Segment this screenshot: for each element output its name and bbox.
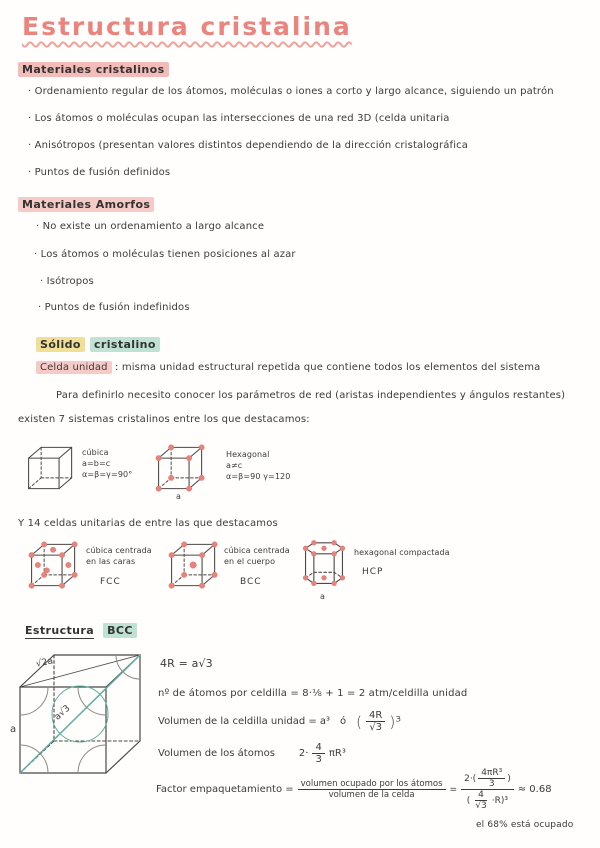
formula-4r: 4R = a√3: [160, 657, 213, 670]
formula-cell-volume: [158, 710, 401, 733]
rhs-num-prefix: 2·(: [464, 773, 477, 784]
page-title: Estructura cristalina: [22, 12, 352, 41]
cubic-angles: α=β=γ=90°: [82, 469, 133, 479]
fraction-numerator: volumen ocupado por los átomos: [298, 779, 446, 790]
packing-factor-label: Factor empaquetamiento =: [156, 784, 294, 795]
fraction-numerator: 4: [475, 790, 487, 801]
hcp-cell-diagram: [300, 538, 348, 590]
fcc-cell-diagram: [28, 540, 80, 590]
rhs-numerator: [461, 768, 514, 790]
section-header-label: Materiales Amorfos: [18, 197, 154, 212]
rhs-denominator: [464, 790, 511, 811]
packing-factor-result: ≈ 0.68: [517, 784, 552, 795]
formula-atom-count: nº de átomos por celdilla = 8·⅛ + 1 = 2 atm/celdilla unidad: [158, 688, 468, 699]
celda-unidad-term: Celda unidad: [36, 361, 112, 374]
fraction-denominator: volumen de la celda: [328, 790, 415, 800]
formula-atom-volume: [158, 742, 346, 765]
cube-edge-a-label: a: [176, 492, 182, 501]
bcc-geometry-diagram: [12, 645, 152, 790]
bcc-tag: BCC: [240, 577, 262, 587]
bcc-line2: en el cuerpo: [224, 556, 276, 566]
rhs-den-suffix: ·R)³: [491, 795, 509, 806]
rhs-num-inner-fraction: [478, 768, 505, 789]
edge-a-label: a: [10, 724, 17, 735]
cubic-cell-diagram: [25, 443, 77, 493]
fraction-numerator: 4R: [366, 710, 385, 722]
footnote-ocupado: el 68% está ocupado: [476, 820, 574, 830]
equals-sign: =: [449, 784, 458, 795]
fraction-denominator: √3: [369, 722, 383, 733]
section-header-word1: Sólido: [36, 337, 85, 352]
fcc-line2: en las caras: [86, 556, 136, 566]
bullet-posiciones-azar: · Los átomos o moléculas tienen posiciones al azar: [34, 249, 296, 260]
packing-factor-rhs-fraction: [461, 768, 514, 811]
bullet-red-3d: · Los átomos o moléculas ocupan las intersecciones de una red 3D (celda unitaria: [28, 113, 450, 124]
open-paren: (: [356, 712, 363, 731]
celda-unidad-definition: : misma unidad estructural repetida que contiene todos los elementos del sistema: [115, 362, 541, 373]
bullet-fusion-indefinidos: · Puntos de fusión indefinidos: [38, 302, 190, 313]
section-estructura-bcc-header: [25, 619, 137, 638]
section-materiales-cristalinos-header: [18, 58, 169, 77]
fcc-line1: cúbica centrada: [86, 546, 152, 555]
line-parametros-red: Para definirlo necesito conocer los parámetros de red (aristas independientes y ángulos restantes): [56, 390, 566, 401]
line-catorce-celdas: Y 14 celdas unitarias de entre las que destacamos: [18, 518, 278, 529]
section-solido-cristalino-header: [36, 333, 160, 352]
bullet-isotropos: · Isótropos: [40, 276, 94, 287]
rhs-den-prefix: (: [466, 795, 471, 806]
body-diagonal-label: a√3: [52, 703, 73, 723]
rhs-num-suffix: ): [507, 773, 511, 784]
close-paren-cubed: )³: [389, 712, 402, 731]
atom-volume-fraction: [312, 742, 324, 765]
fraction-denominator: √3: [475, 801, 487, 811]
face-center-atoms: [35, 547, 71, 573]
formula-packing-factor: [156, 768, 552, 811]
atom-volume-coef: 2·: [298, 748, 309, 759]
section-header-word2: cristalino: [90, 337, 160, 352]
bullet-no-ordenamiento: · No existe un ordenamiento a largo alcance: [36, 221, 265, 232]
packing-factor-lhs-fraction: [298, 779, 446, 800]
fraction-denominator: 3: [488, 779, 495, 789]
cell-volume-or: ó: [340, 716, 347, 727]
hcp-atoms: [303, 540, 345, 585]
atom-volume-label: Volumen de los átomos: [158, 748, 275, 759]
bcc-cell-diagram: [168, 540, 220, 590]
hcp-tag: HCP: [362, 567, 384, 577]
cell-volume-label: Volumen de la celdilla unidad = a³: [158, 716, 331, 727]
hexagonal-system-label: [226, 450, 290, 482]
hcp-line1: hexagonal compactada: [354, 548, 450, 557]
fcc-label: [86, 546, 152, 568]
hcp-label: [354, 548, 450, 559]
hexagonal-angles: α=β=90 γ=120: [226, 471, 291, 481]
fcc-tag: FCC: [100, 577, 121, 587]
bullet-fusion-definidos: · Puntos de fusión definidos: [28, 167, 171, 178]
cubic-system-label: [82, 448, 132, 480]
fraction-numerator: 4πR³: [478, 768, 505, 779]
bullet-anisotropos: · Anisótropos (presentan valores distintos dependiendo de la dirección cristalográfica: [28, 140, 469, 151]
simple-cubic-cell-diagram: [155, 443, 207, 493]
cubic-name: cúbica: [82, 448, 109, 457]
fraction-denominator: 3: [315, 754, 322, 765]
bcc-label: [224, 546, 290, 568]
section-materiales-amorfos-header: [18, 193, 154, 212]
hexagonal-edges: a≠c: [226, 460, 243, 470]
fraction-numerator: 4: [312, 742, 324, 754]
bullet-ordenamiento: · Ordenamiento regular de los átomos, moléculas o iones a corto y largo alcance, siguiendo un patrón: [28, 86, 554, 97]
cubic-edges: a=b=c: [82, 458, 111, 468]
bcc-tag-header: BCC: [103, 623, 137, 638]
sqrt2a-label: √2a: [35, 656, 55, 670]
cell-volume-fraction: [366, 710, 385, 733]
bcc-line1: cúbica centrada: [224, 546, 290, 555]
body-center-atom: [190, 562, 196, 568]
atom-volume-tail: πR³: [328, 748, 346, 759]
section-header-label: Materiales cristalinos: [18, 62, 169, 77]
hexagonal-name: Hexagonal: [226, 450, 270, 459]
estructura-word: Estructura: [25, 624, 95, 637]
line-siete-sistemas: existen 7 sistemas cristalinos entre los que destacamos:: [18, 414, 310, 425]
rhs-den-inner-fraction: [472, 790, 489, 811]
hcp-edge-a-label: a: [320, 592, 326, 601]
line-celda-unidad: [36, 362, 540, 375]
